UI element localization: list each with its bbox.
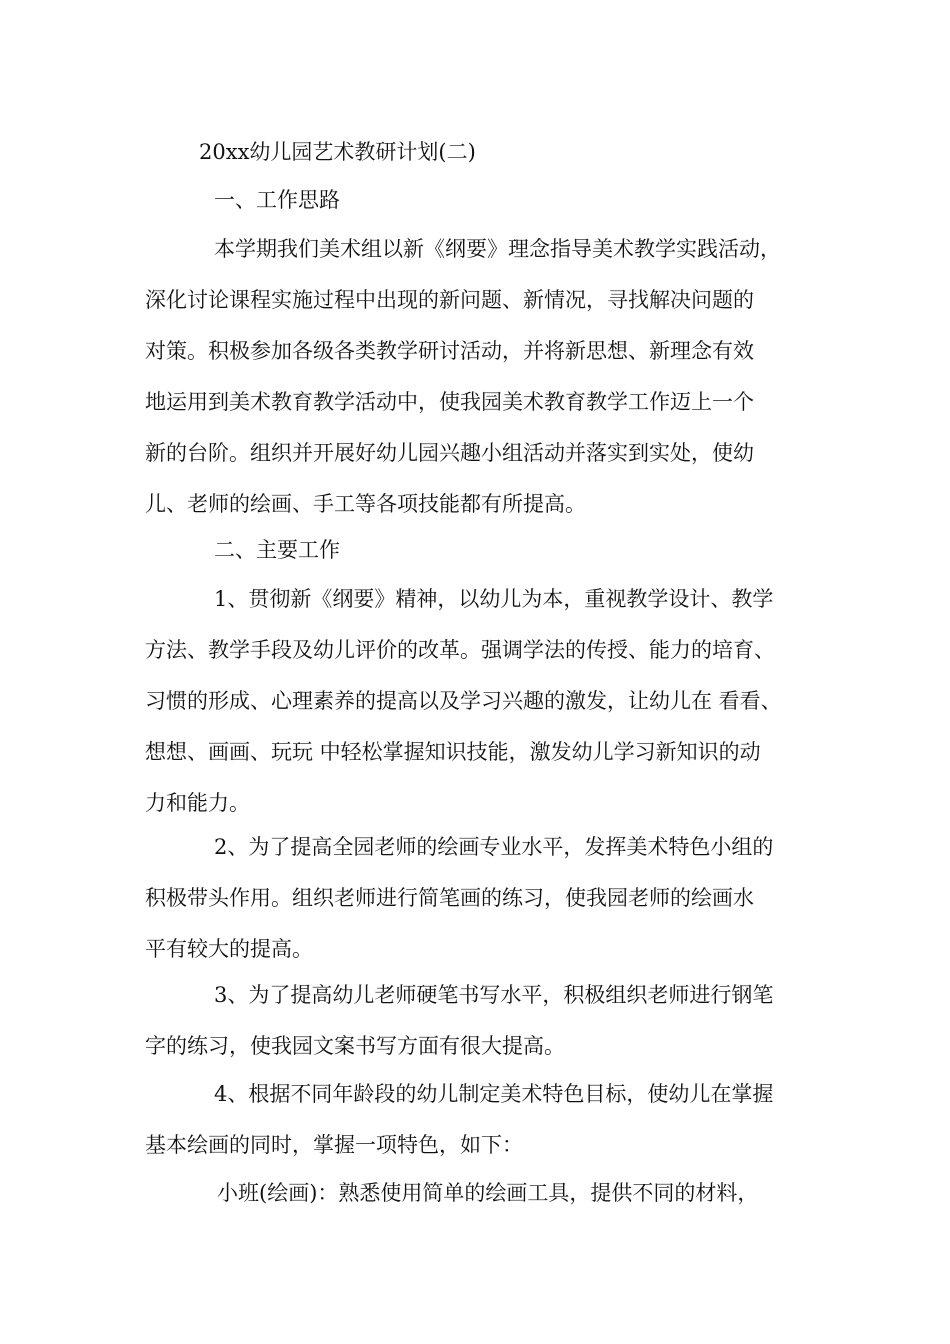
paragraph-line: 基本绘画的同时，掌握一项特色，如下： [145, 1133, 523, 1157]
paragraph-line: 字的练习，使我园文案书写方面有很大提高。 [145, 1034, 565, 1058]
paragraph-line: 小班(绘画)：熟悉使用简单的绘画工具，提供不同的材料， [217, 1181, 759, 1205]
paragraph-line: 对策。积极参加各级各类教学研讨活动，并将新思想、新理念有效 [145, 339, 754, 363]
paragraph-line: 4、根据不同年龄段的幼儿制定美术特色目标，使幼儿在掌握 [214, 1082, 774, 1106]
paragraph-item-4 [145, 1069, 825, 1171]
paragraph-line: 3、为了提高幼儿老师硬笔书写水平，积极组织老师进行钢笔 [214, 983, 774, 1007]
paragraph-line: 1、贯彻新《纲要》精神，以幼儿为本，重视教学设计、教学 [214, 587, 774, 611]
section-heading-work-approach: 一、工作思路 [214, 188, 340, 212]
paragraph-line: 新的台阶。组织并开展好幼儿园兴趣小组活动并落实到实处，使幼 [145, 441, 754, 465]
paragraph-line: 2、为了提高全园老师的绘画专业水平，发挥美术特色小组的 [214, 835, 774, 859]
paragraph-line: 想想、画画、玩玩 中轻松掌握知识技能，激发幼儿学习新知识的动 [145, 740, 761, 764]
paragraph-item-1 [145, 574, 825, 829]
paragraph-line: 地运用到美术教育教学活动中，使我园美术教育教学工作迈上一个 [145, 390, 754, 414]
paragraph-line: 儿、老师的绘画、手工等各项技能都有所提高。 [145, 492, 586, 516]
paragraph-small-class [145, 1168, 825, 1219]
paragraph-item-2 [145, 822, 825, 975]
paragraph-line: 本学期我们美术组以新《纲要》理念指导美术教学实践活动， [214, 237, 781, 261]
paragraph-line: 力和能力。 [145, 791, 250, 815]
paragraph-work-approach [145, 224, 825, 530]
paragraph-line: 平有较大的提高。 [145, 937, 313, 961]
paragraph-line: 积极带头作用。组织老师进行简笔画的练习，使我园老师的绘画水 [145, 886, 754, 910]
paragraph-line: 习惯的形成、心理素养的提高以及学习兴趣的激发，让幼儿在 看看、 [145, 689, 782, 713]
section-heading-main-work: 二、主要工作 [214, 538, 340, 562]
paragraph-item-3 [145, 970, 825, 1072]
document-title: 20xx幼儿园艺术教研计划(二) [199, 140, 476, 164]
paragraph-line: 深化讨论课程实施过程中出现的新问题、新情况，寻找解决问题的 [145, 288, 754, 312]
paragraph-line: 方法、教学手段及幼儿评价的改革。强调学法的传授、能力的培育、 [145, 638, 775, 662]
